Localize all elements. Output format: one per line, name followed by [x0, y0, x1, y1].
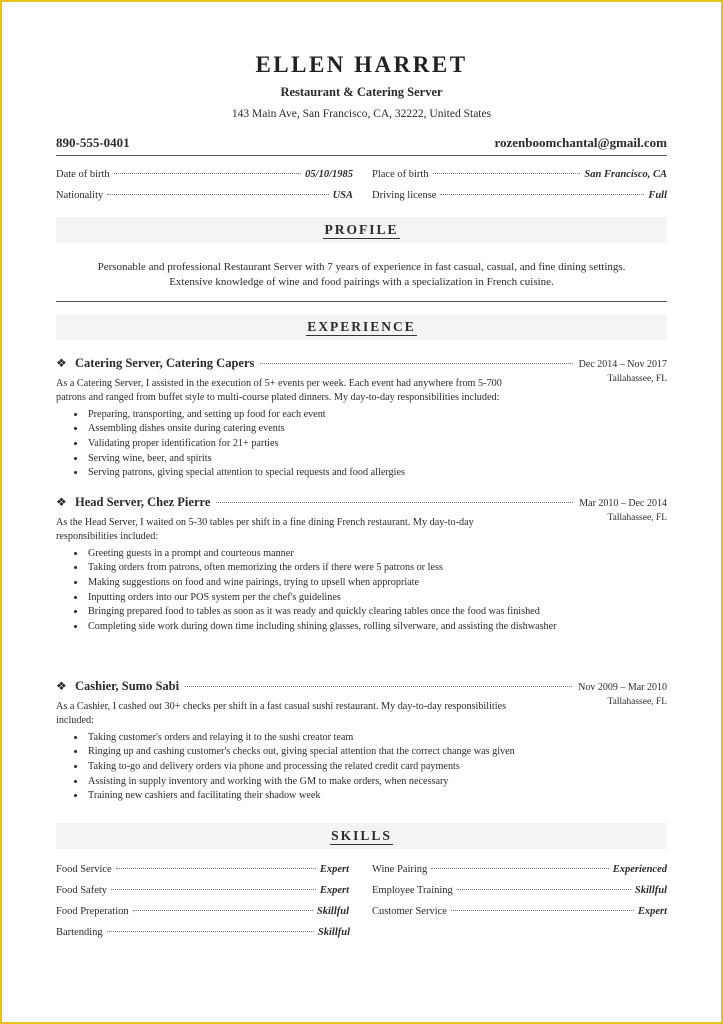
- dot-leader: [433, 173, 581, 174]
- dot-leader: [107, 194, 328, 195]
- job-entry: [56, 495, 667, 634]
- detail-value: USA: [332, 190, 353, 201]
- profile-line: Personable and professional Restaurant Server with 7 years of experience in fast casual, casual, and fine dining settings.: [97, 261, 626, 273]
- dot-leader: [114, 173, 302, 174]
- job-entry: [56, 679, 667, 804]
- list-item: • Training new cashiers and facilitating their shadow week: [86, 789, 667, 804]
- section-title: EXPERIENCE: [307, 318, 416, 334]
- job-dates: Mar 2010 – Dec 2014: [579, 498, 667, 509]
- skill-label: Food Service: [56, 864, 112, 875]
- list-item: • Validating proper identification for 21+ parties: [86, 437, 667, 452]
- detail-label: Driving license: [372, 190, 437, 201]
- dot-leader: [260, 363, 572, 364]
- job-header: [56, 679, 667, 696]
- job-entry: [56, 356, 667, 481]
- list-item: • Completing side work during down time including shining glasses, rolling silverware, and assisting the dishwasher: [86, 620, 566, 635]
- job-title: Head Server, Chez Pierre: [75, 495, 211, 509]
- profile-line: Extensive knowledge of wine and food pairings with a specialization in French cuisine.: [169, 276, 554, 288]
- dot-leader: [116, 868, 316, 869]
- list-item: • Assisting in supply inventory and working with the GM to make orders, when necessary: [86, 775, 667, 790]
- skill-item: [56, 927, 350, 948]
- skill-item: [372, 906, 667, 927]
- dot-leader: [440, 194, 644, 195]
- divider: [56, 301, 667, 302]
- personal-details: [56, 169, 667, 211]
- skill-level: Expert: [319, 864, 349, 875]
- diamond-cluster-icon: ❖: [56, 495, 67, 509]
- list-item: • Inputting orders into our POS system per the chef's guidelines: [86, 591, 566, 606]
- job-location: Tallahassee, FL: [607, 373, 667, 384]
- experience-section-header: [56, 314, 667, 340]
- dot-leader: [107, 931, 314, 932]
- dot-leader: [216, 502, 573, 503]
- detail-label: Nationality: [56, 190, 104, 201]
- skill-level: Experienced: [612, 864, 667, 875]
- skill-item: [372, 885, 667, 906]
- section-title: SKILLS: [331, 827, 392, 843]
- section-title: PROFILE: [324, 221, 399, 237]
- list-item: • Serving wine, beer, and spirits: [86, 452, 667, 467]
- skill-level: Expert: [637, 906, 667, 917]
- skill-label: Food Safety: [56, 885, 108, 896]
- skill-label: Customer Service: [372, 906, 447, 917]
- list-item: • Serving patrons, giving special attention to special requests and food allergies: [86, 466, 667, 481]
- dot-leader: [185, 686, 572, 687]
- skill-label: Employee Training: [372, 885, 453, 896]
- detail-nationality: [56, 190, 353, 211]
- skill-label: Food Preperation: [56, 906, 129, 917]
- detail-value: Full: [648, 190, 667, 201]
- diamond-cluster-icon: ❖: [56, 356, 67, 370]
- skill-label: Wine Pairing: [372, 864, 428, 875]
- list-item: • Greeting guests in a prompt and courteous manner: [86, 547, 566, 562]
- job-header: [56, 356, 667, 373]
- detail-value: San Francisco, CA: [584, 169, 667, 180]
- job-duties: [56, 408, 667, 481]
- list-item: • Bringing prepared food to tables as soon as it was ready and quickly clearing tables once the food was finished: [86, 605, 566, 620]
- skill-item: [56, 906, 349, 927]
- phone-number: 890-555-0401: [56, 135, 130, 150]
- skill-item: [56, 885, 349, 906]
- job-location: Tallahassee, FL: [607, 696, 667, 707]
- dot-leader: [451, 910, 634, 911]
- detail-label: Date of birth: [56, 169, 110, 180]
- list-item: • Assembling dishes onsite during catering events: [86, 422, 667, 437]
- address: 143 Main Ave, San Francisco, CA, 32222, United States: [231, 108, 492, 120]
- skill-label: Bartending: [56, 927, 103, 938]
- contact-row: [56, 135, 667, 156]
- profile-section-header: [56, 217, 667, 243]
- job-location: Tallahassee, FL: [607, 512, 667, 523]
- job-description: As a Cashier, I cashed out 30+ checks per shift in a fast casual sushi restaurant. My day-to-day responsibilities included:: [56, 700, 507, 727]
- job-description: As a Catering Server, I assisted in the execution of 5+ events per week. Each event had anywhere from 5-700 patrons and ranged from buffet style to multi-course plated dinners. My day-to-day responsibilities included:: [56, 377, 502, 404]
- job-description: As the Head Server, I waited on 5-30 tables per shift in a fine dining French restaurant. My day-to-day responsibilities included:: [56, 516, 474, 543]
- skill-item: [56, 864, 349, 885]
- job-title-heading: Restaurant & Catering Server: [280, 85, 443, 99]
- job-duties: [56, 547, 566, 635]
- skill-level: Skillful: [316, 906, 349, 917]
- job-title: Cashier, Sumo Sabi: [75, 679, 180, 693]
- list-item: • Preparing, transporting, and setting up food for each event: [86, 408, 667, 423]
- skills-list: [56, 864, 667, 948]
- skills-section-header: [56, 823, 667, 849]
- diamond-cluster-icon: ❖: [56, 679, 67, 693]
- detail-date-of-birth: [56, 169, 353, 190]
- detail-place-of-birth: [372, 169, 667, 190]
- job-title: Catering Server, Catering Capers: [75, 356, 255, 370]
- profile-summary: [56, 260, 667, 290]
- dot-leader: [457, 889, 631, 890]
- email-address: rozenboomchantal@gmail.com: [494, 135, 667, 150]
- job-dates: Nov 2009 – Mar 2010: [578, 682, 667, 693]
- candidate-name: ELLEN HARRET: [255, 52, 468, 77]
- list-item: • Ringing up and cashing customer's checks out, giving special attention that the correct change was given: [86, 745, 667, 760]
- dot-leader: [133, 910, 313, 911]
- detail-driving-license: [372, 190, 667, 211]
- dot-leader: [111, 889, 316, 890]
- skill-level: Skillful: [634, 885, 667, 896]
- list-item: • Taking customer's orders and relaying it to the sushi creator team: [86, 731, 667, 746]
- list-item: • Taking to-go and delivery orders via phone and processing the related credit card payments: [86, 760, 667, 775]
- detail-label: Place of birth: [372, 169, 429, 180]
- list-item: • Making suggestions on food and wine pairings, trying to upsell when appropriate: [86, 576, 566, 591]
- job-dates: Dec 2014 – Nov 2017: [578, 359, 667, 370]
- dot-leader: [431, 868, 608, 869]
- list-item: • Taking orders from patrons, often memorizing the orders if there were 5 patrons or less: [86, 561, 566, 576]
- job-duties: [56, 731, 667, 804]
- detail-value: 05/10/1985: [305, 169, 353, 180]
- skill-level: Expert: [319, 885, 349, 896]
- skill-level: Skillful: [317, 927, 350, 938]
- job-header: [56, 495, 667, 512]
- skill-item: [372, 864, 667, 885]
